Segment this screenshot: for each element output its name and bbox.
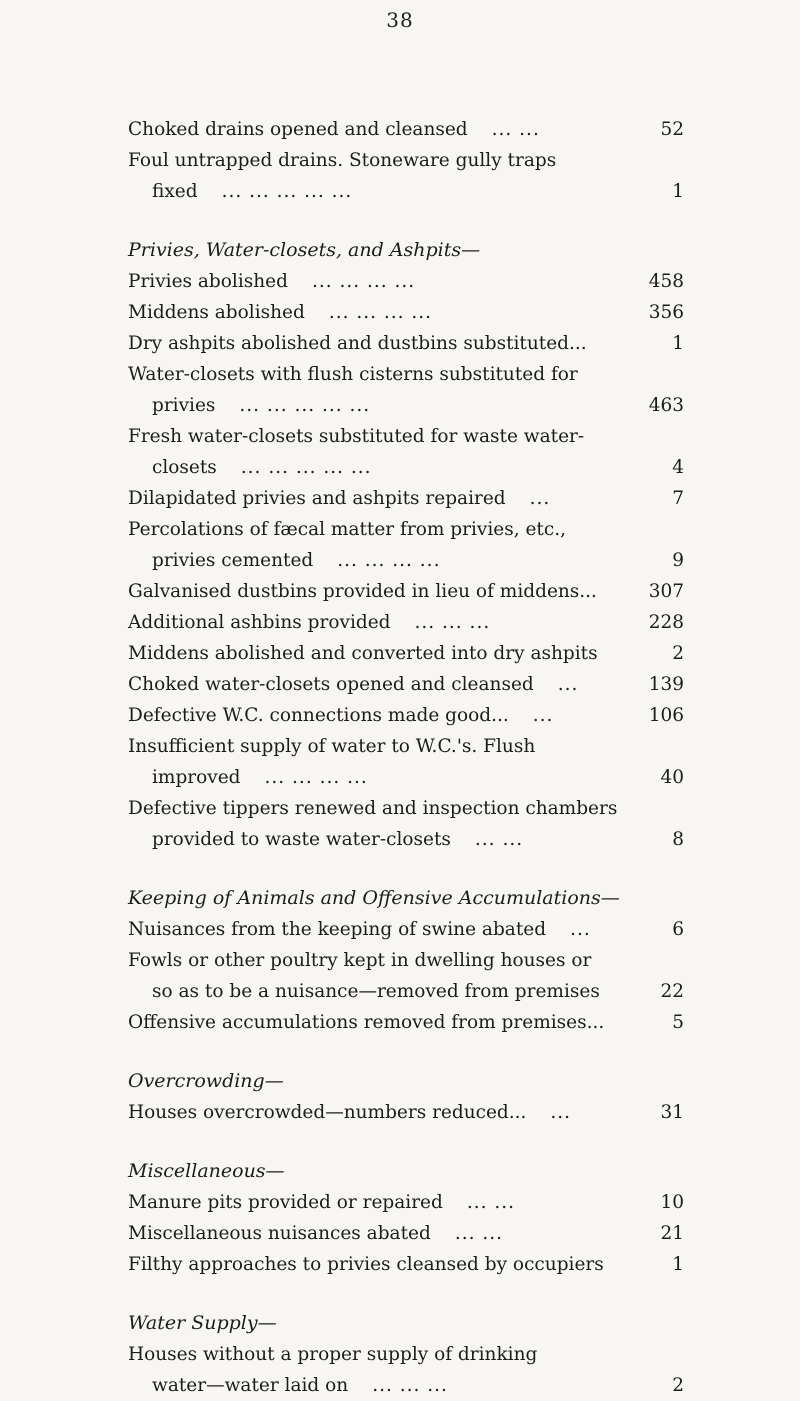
entry-line: [128, 390, 684, 421]
entry-count: 1: [672, 333, 684, 354]
entry-line: [128, 266, 684, 297]
entry-line: [128, 176, 684, 207]
section-block: [128, 234, 684, 855]
leader-dots: ... ... ... ... ...: [240, 457, 372, 478]
entry-text: Percolations of fæcal matter from privies, etc.,: [128, 519, 566, 540]
entry-count: 1: [672, 181, 684, 202]
entry-text: Privies abolished: [128, 271, 288, 292]
entry-line: [128, 1187, 684, 1218]
entry-text: Fresh water-closets substituted for waste water-: [128, 426, 585, 447]
entry-line: [128, 1097, 684, 1128]
entry-text: closets: [152, 457, 217, 478]
entry-text: Additional ashbins provided: [128, 612, 391, 633]
leader-dots: ... ... ...: [372, 1375, 448, 1396]
entry-count: 2: [672, 1375, 684, 1396]
entry-text: provided to waste water-closets: [152, 829, 451, 850]
entry-count: 40: [660, 767, 684, 788]
entry-line: [128, 1007, 684, 1038]
leader-dots: ... ... ...: [414, 612, 491, 633]
entry-line: [128, 359, 684, 390]
entry-line: [128, 638, 684, 669]
entry-count: 52: [660, 119, 684, 140]
entry-line: [128, 945, 684, 976]
entry-text: Dilapidated privies and ashpits repaired: [128, 488, 506, 509]
entry-count: 228: [648, 612, 684, 633]
leader-dots: ... ...: [491, 119, 540, 140]
entry-line: [128, 421, 684, 452]
entry-line: [128, 793, 684, 824]
leader-dots: ... ... ... ... ...: [239, 395, 371, 416]
entry-count: 463: [648, 395, 684, 416]
entry-text: Middens abolished: [128, 302, 305, 323]
section-heading: Water Supply—: [128, 1312, 277, 1334]
entry-count: 9: [672, 550, 684, 571]
entry-text: Dry ashpits abolished and dustbins substituted...: [128, 333, 587, 354]
entry-line: [128, 145, 684, 176]
entry-line: [128, 762, 684, 793]
section-heading: Miscellaneous—: [128, 1160, 285, 1182]
entry-text: Middens abolished and converted into dry ashpits: [128, 643, 598, 664]
entry-text: Water-closets with flush cisterns substituted for: [128, 364, 578, 385]
entry-line: [128, 731, 684, 762]
entry-line: [128, 669, 684, 700]
leader-dots: ... ... ... ...: [337, 550, 441, 571]
section-block: [128, 114, 684, 207]
entry-text: privies cemented: [152, 550, 314, 571]
entry-count: 1: [672, 1254, 684, 1275]
entry-line: [128, 914, 684, 945]
entry-count: 5: [672, 1012, 684, 1033]
entry-count: 22: [660, 981, 684, 1002]
section-heading: Overcrowding—: [128, 1070, 284, 1092]
entry-text: Foul untrapped drains. Stoneware gully traps: [128, 150, 557, 171]
entry-count: 356: [648, 302, 684, 323]
entry-count: 139: [648, 674, 684, 695]
entry-line: [128, 514, 684, 545]
leader-dots: ...: [529, 488, 551, 509]
entry-count: 307: [648, 581, 684, 602]
entry-text: Choked water-closets opened and cleansed: [128, 674, 534, 695]
entry-text: Offensive accumulations removed from premises...: [128, 1012, 605, 1033]
leader-dots: ...: [550, 1102, 572, 1123]
entry-line: [128, 824, 684, 855]
leader-dots: ... ...: [466, 1192, 515, 1213]
leader-dots: ... ... ... ... ...: [221, 181, 353, 202]
entry-line: [128, 1218, 684, 1249]
section-block: [128, 882, 684, 1038]
entry-count: 4: [672, 457, 684, 478]
entry-text: Choked drains opened and cleansed: [128, 119, 468, 140]
entry-text: Defective tippers renewed and inspection chambers: [128, 798, 618, 819]
entry-line: [128, 1370, 684, 1401]
entry-count: 8: [672, 829, 684, 850]
leader-dots: ... ...: [454, 1223, 503, 1244]
entry-count: 2: [672, 643, 684, 664]
entry-text: so as to be a nuisance—removed from premises: [152, 981, 600, 1002]
leader-dots: ... ...: [474, 829, 524, 850]
entry-text: Houses without a proper supply of drinking: [128, 1344, 538, 1365]
entry-line: [128, 1339, 684, 1370]
leader-dots: ...: [532, 705, 554, 726]
entry-text: fixed: [152, 181, 198, 202]
section-block: [128, 1307, 684, 1401]
section-block: [128, 1155, 684, 1280]
entry-text: Nuisances from the keeping of swine abated: [128, 919, 547, 940]
report-content: [128, 114, 684, 1401]
entry-text: water—water laid on: [152, 1375, 349, 1396]
entry-text: Miscellaneous nuisances abated: [128, 1223, 431, 1244]
entry-text: Fowls or other poultry kept in dwelling houses or: [128, 950, 592, 971]
entry-text: Defective W.C. connections made good...: [128, 705, 509, 726]
leader-dots: ... ... ... ...: [328, 302, 433, 323]
entry-count: 10: [660, 1192, 684, 1213]
entry-line: [128, 328, 684, 359]
entry-text: Filthy approaches to privies cleansed by occupiers: [128, 1254, 604, 1275]
leader-dots: ...: [557, 674, 579, 695]
page-number: 38: [386, 8, 414, 32]
entry-text: Insufficient supply of water to W.C.'s. Flush: [128, 736, 536, 757]
leader-dots: ...: [570, 919, 591, 940]
entry-line: [128, 545, 684, 576]
entry-line: [128, 700, 684, 731]
entry-line: [128, 297, 684, 328]
entry-line: [128, 976, 684, 1007]
entry-count: 106: [648, 705, 684, 726]
leader-dots: ... ... ... ...: [264, 767, 368, 788]
entry-text: Galvanised dustbins provided in lieu of middens...: [128, 581, 597, 602]
entry-text: improved: [152, 767, 241, 788]
entry-line: [128, 576, 684, 607]
entry-text: privies: [152, 395, 216, 416]
entry-count: 458: [648, 271, 684, 292]
section-heading: Keeping of Animals and Offensive Accumulations—: [128, 887, 620, 909]
entry-text: Manure pits provided or repaired: [128, 1192, 443, 1213]
entry-line: [128, 1249, 684, 1280]
entry-text: Houses overcrowded—numbers reduced...: [128, 1102, 527, 1123]
entry-count: 6: [672, 919, 684, 940]
entry-line: [128, 114, 684, 145]
section-heading: Privies, Water-closets, and Ashpits—: [128, 239, 481, 261]
entry-line: [128, 452, 684, 483]
entry-count: 7: [672, 488, 684, 509]
section-block: [128, 1065, 684, 1128]
entry-count: 21: [660, 1223, 684, 1244]
entry-line: [128, 607, 684, 638]
entry-count: 31: [660, 1102, 684, 1123]
leader-dots: ... ... ... ...: [311, 271, 416, 292]
entry-line: [128, 483, 684, 514]
